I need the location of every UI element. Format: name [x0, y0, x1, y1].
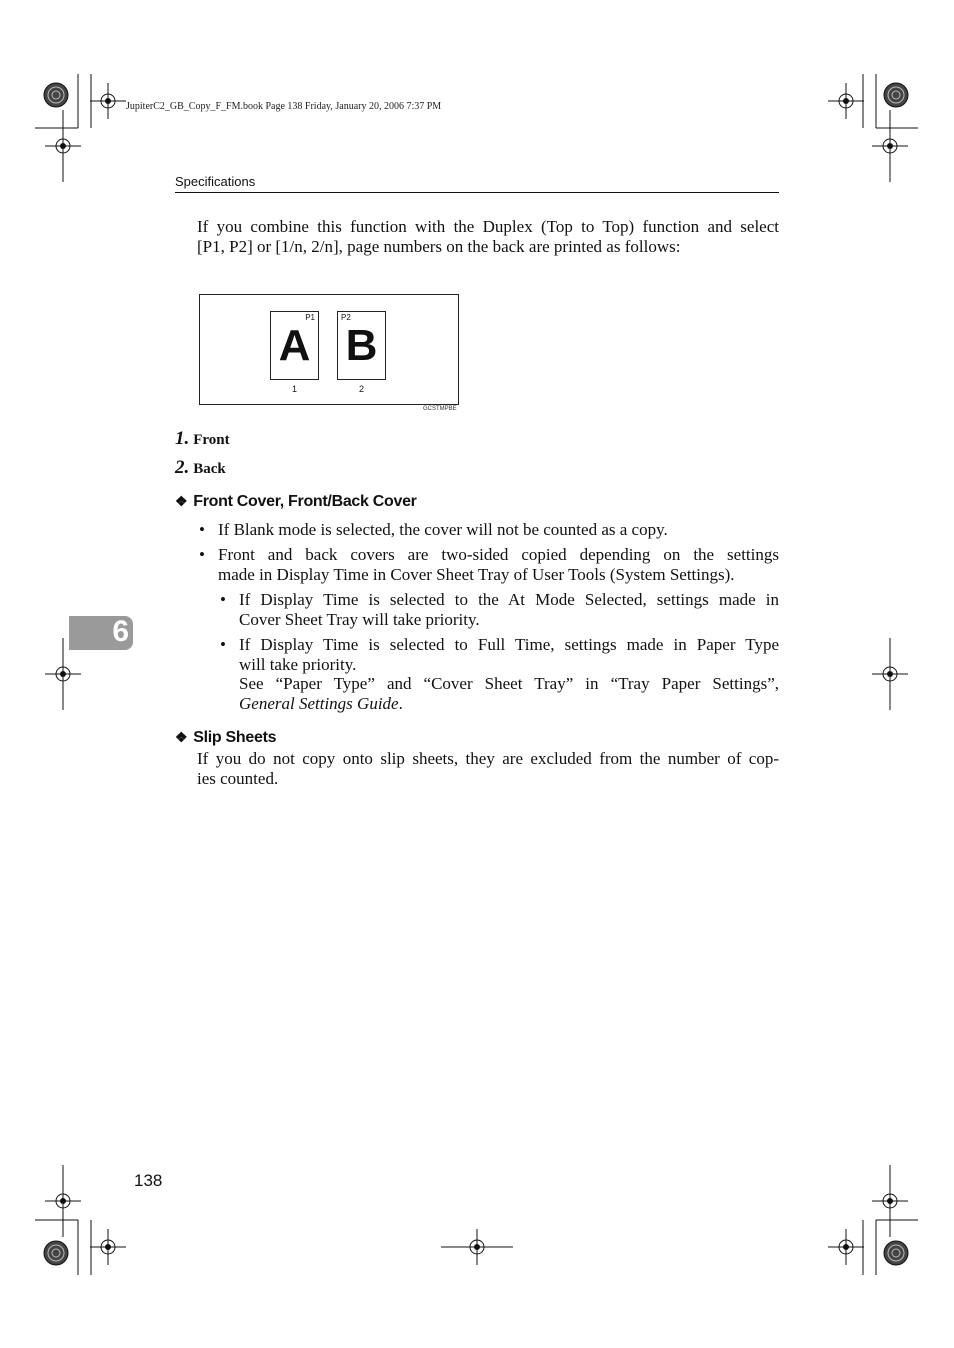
page-letter-b: B [345, 321, 378, 370]
header-rule [175, 192, 779, 193]
cover-sub-bullet-1 [239, 590, 779, 629]
intro-line-1: If you combine this function with the Duplex (Top to Top) function and select [197, 217, 779, 236]
page-number: 138 [134, 1171, 163, 1190]
guide-reference [239, 694, 779, 714]
cover-bullet-1: If Blank mode is selected, the cover will not be counted as a copy. [218, 520, 668, 539]
chapter-number: 6 [112, 615, 129, 648]
section-heading-slip [175, 729, 276, 747]
page-front [270, 311, 319, 380]
callout-label: Back [193, 461, 226, 477]
cover-sub-bullet-1-line-2: Cover Sheet Tray will take priority. [239, 609, 480, 629]
slip-line-1: If you do not copy onto slip sheets, they are excluded from the number of cop- [197, 749, 779, 768]
page-number-1: 1 [292, 384, 298, 394]
duplex-figure [199, 294, 459, 405]
bullet-icon: • [199, 520, 205, 539]
book-info: JupiterC2_GB_Copy_F_FM.book Page 138 Friday, January 20, 2006 7:37 PM [126, 101, 442, 112]
cover-sub-bullet-2-line-1: If Display Time is selected to Full Time, settings made in Paper Type [239, 635, 779, 654]
page-number-2: 2 [359, 384, 365, 394]
bullet-icon: • [220, 635, 226, 654]
section-title: Slip Sheets [193, 729, 277, 746]
section-heading-cover [175, 493, 417, 511]
figure-code: GCSTMPBE [423, 406, 457, 412]
guide-end: . [398, 693, 403, 713]
callout-back [175, 457, 226, 479]
slip-paragraph [197, 749, 779, 788]
page-tag-p1: P1 [305, 313, 315, 322]
cover-bullet-2-line-1: Front and back covers are two-sided copied depending on the settings [218, 545, 779, 564]
running-head: Specifications [175, 174, 256, 189]
cover-sub-bullet-2-line-2: will take priority. [239, 654, 357, 674]
see-reference: See “Paper Type” and “Cover Sheet Tray” in “Tray Paper Settings”, [239, 674, 779, 693]
cover-bullet-2 [218, 545, 779, 584]
chapter-tab [69, 616, 133, 650]
slip-line-2: ies counted. [197, 768, 279, 788]
section-title: Front Cover, Front/Back Cover [193, 493, 417, 510]
page-tag-p2: P2 [341, 313, 351, 322]
callout-number: 2. [175, 457, 190, 478]
diamond-icon: ❖ [175, 729, 188, 745]
cover-sub-bullet-2 [239, 635, 779, 713]
callout-label: Front [193, 432, 230, 448]
callout-front [175, 428, 230, 450]
intro-paragraph [197, 217, 779, 256]
page-letter-a: A [278, 321, 311, 370]
bullet-icon: • [199, 545, 205, 564]
cover-sub-bullet-1-line-1: If Display Time is selected to the At Mode Selected, settings made in [239, 590, 779, 609]
page-back [337, 311, 386, 380]
guide-name: General Settings Guide [239, 693, 399, 713]
intro-line-2: [P1, P2] or [1/n, 2/n], page numbers on the back are printed as follows: [197, 236, 681, 256]
cover-bullet-2-line-2: made in Display Time in Cover Sheet Tray of User Tools (System Settings). [218, 564, 735, 584]
bullet-icon: • [220, 590, 226, 609]
callout-number: 1. [175, 428, 190, 449]
diamond-icon: ❖ [175, 493, 188, 509]
